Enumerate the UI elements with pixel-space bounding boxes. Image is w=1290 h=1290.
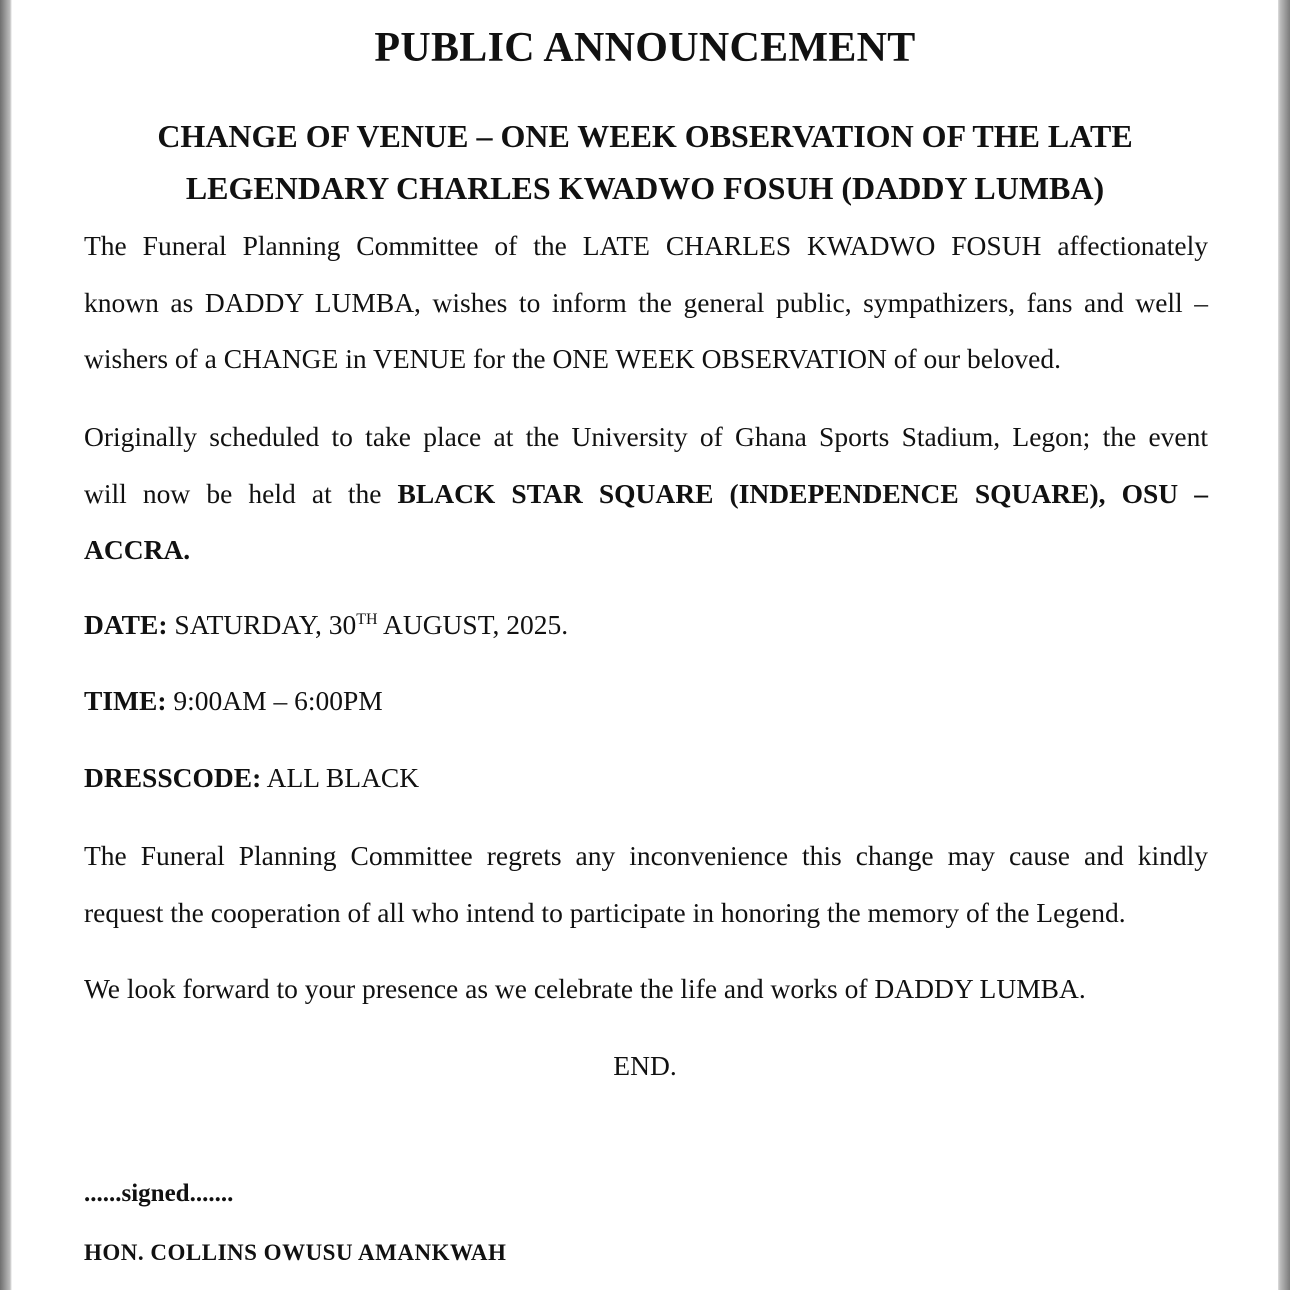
announcement-page	[12, 0, 1278, 1290]
announcement-subtitle	[12, 110, 1278, 214]
end-marker: END.	[613, 1050, 677, 1081]
date-line	[84, 609, 568, 641]
regret-paragraph	[84, 828, 1208, 941]
subtitle-line-2: LEGENDARY CHARLES KWADWO FOSUH (DADDY LUMBA)	[185, 170, 1105, 206]
time-value: 9:00AM – 6:00PM	[173, 685, 383, 716]
signature-placeholder: ......signed.......	[84, 1180, 234, 1207]
dresscode-label: DRESSCODE:	[84, 762, 262, 793]
intro-line-3: wishers of a CHANGE in VENUE for the ONE WEEK OBSERVATION of our beloved.	[84, 343, 1061, 374]
regret-line-2: request the cooperation of all who intend to participate in honoring the memory of the Legend.	[84, 896, 1126, 928]
venue-paragraph	[84, 409, 1208, 579]
intro-paragraph	[84, 218, 1208, 388]
venue-line-2	[84, 466, 1208, 523]
venue-line-3	[84, 522, 1208, 579]
time-label: TIME:	[84, 685, 167, 716]
dresscode-line	[84, 762, 419, 794]
time-line	[84, 685, 383, 717]
venue-line-2-text: will now be held at the	[84, 477, 382, 509]
venue-city: ACCRA.	[84, 534, 191, 565]
intro-line-1: The Funeral Planning Committee of the LATE CHARLES KWADWO FOSUH affectionately	[84, 230, 1208, 261]
closing-paragraph: We look forward to your presence as we celebrate the life and works of DADDY LUMBA.	[84, 973, 1086, 1004]
regret-line-1: The Funeral Planning Committee regrets any inconvenience this change may cause and kindly	[84, 840, 1208, 871]
venue-new-location: BLACK STAR SQUARE (INDEPENDENCE SQUARE), OSU –	[397, 477, 1208, 509]
venue-line-1: Originally scheduled to take place at the University of Ghana Sports Stadium, Legon; the event	[84, 421, 1208, 452]
page-title: PUBLIC ANNOUNCEMENT	[374, 25, 916, 71]
date-value-day: SATURDAY, 30	[174, 609, 357, 640]
subtitle-line-1: CHANGE OF VENUE – ONE WEEK OBSERVATION OF THE LATE	[157, 118, 1133, 154]
signatory-name: HON. COLLINS OWUSU AMANKWAH	[84, 1240, 507, 1265]
date-label: DATE:	[84, 609, 168, 640]
dresscode-value: ALL BLACK	[266, 762, 420, 793]
date-value-month-year: AUGUST, 2025.	[382, 609, 569, 640]
intro-line-2: known as DADDY LUMBA, wishes to inform the general public, sympathizers, fans and well –	[84, 286, 1208, 318]
date-ordinal: TH	[356, 611, 378, 628]
date-value	[174, 609, 568, 640]
